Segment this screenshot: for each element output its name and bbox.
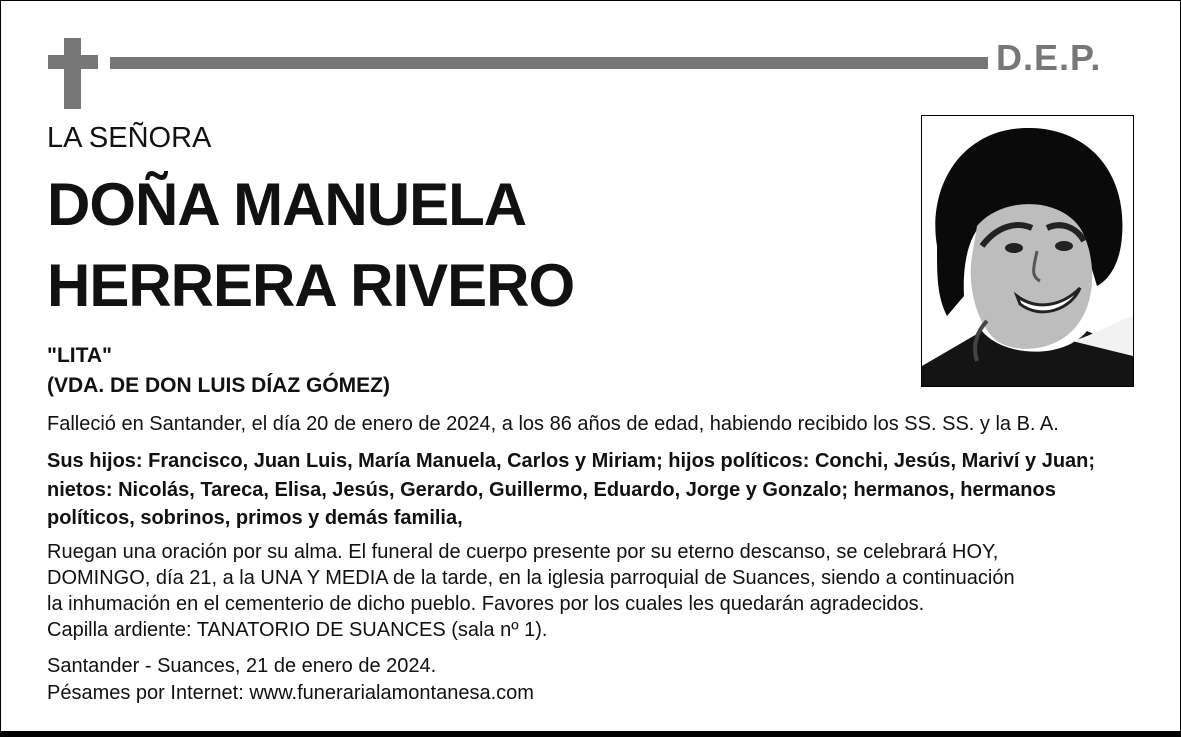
nickname: "LITA" [47, 344, 113, 367]
header-rule [110, 57, 988, 69]
family-line: nietos: Nicolás, Tareca, Elisa, Jesús, Gerardo, Guillermo, Eduardo, Jorge y Gonzalo; hermanos, hermanos [47, 479, 1056, 501]
place-date: Santander - Suances, 21 de enero de 2024. [47, 655, 437, 677]
widow-of: (VDA. DE DON LUIS DÍAZ GÓMEZ) [47, 374, 390, 397]
bottom-border [0, 731, 1181, 737]
honorific: LA SEÑORA [47, 122, 212, 154]
portrait-photo [921, 115, 1134, 387]
family-line: políticos, sobrinos, primos y demás familia, [47, 507, 463, 529]
service-line: DOMINGO, día 21, a la UNA Y MEDIA de la tarde, en la iglesia parroquial de Suances, siendo a continuación [47, 567, 1015, 589]
family-line: Sus hijos: Francisco, Juan Luis, María Manuela, Carlos y Miriam; hijos políticos: Conchi, Jesús, Mariví y Juan; [47, 450, 1096, 472]
deceased-name-line-2: HERRERA RIVERO [47, 252, 575, 319]
online-condolences: Pésames por Internet: www.funerarialamontanesa.com [47, 682, 534, 704]
service-line: Ruegan una oración por su alma. El funeral de cuerpo presente por su eterno descanso, se celebrará HOY, [47, 541, 999, 563]
death-notice: Falleció en Santander, el día 20 de enero de 2024, a los 86 años de edad, habiendo recibido los SS. SS. y la B. A. [47, 413, 1059, 435]
service-line: Capilla ardiente: TANATORIO DE SUANCES (sala nº 1). [47, 619, 548, 641]
deceased-name-line-1: DOÑA MANUELA [47, 171, 527, 238]
cross-icon-bar [48, 55, 98, 69]
cross-icon [64, 38, 81, 109]
dep-label: D.E.P. [996, 37, 1102, 78]
service-line: la inhumación en el cementerio de dicho pueblo. Favores por los cuales les quedarán agradecidos. [47, 593, 925, 615]
